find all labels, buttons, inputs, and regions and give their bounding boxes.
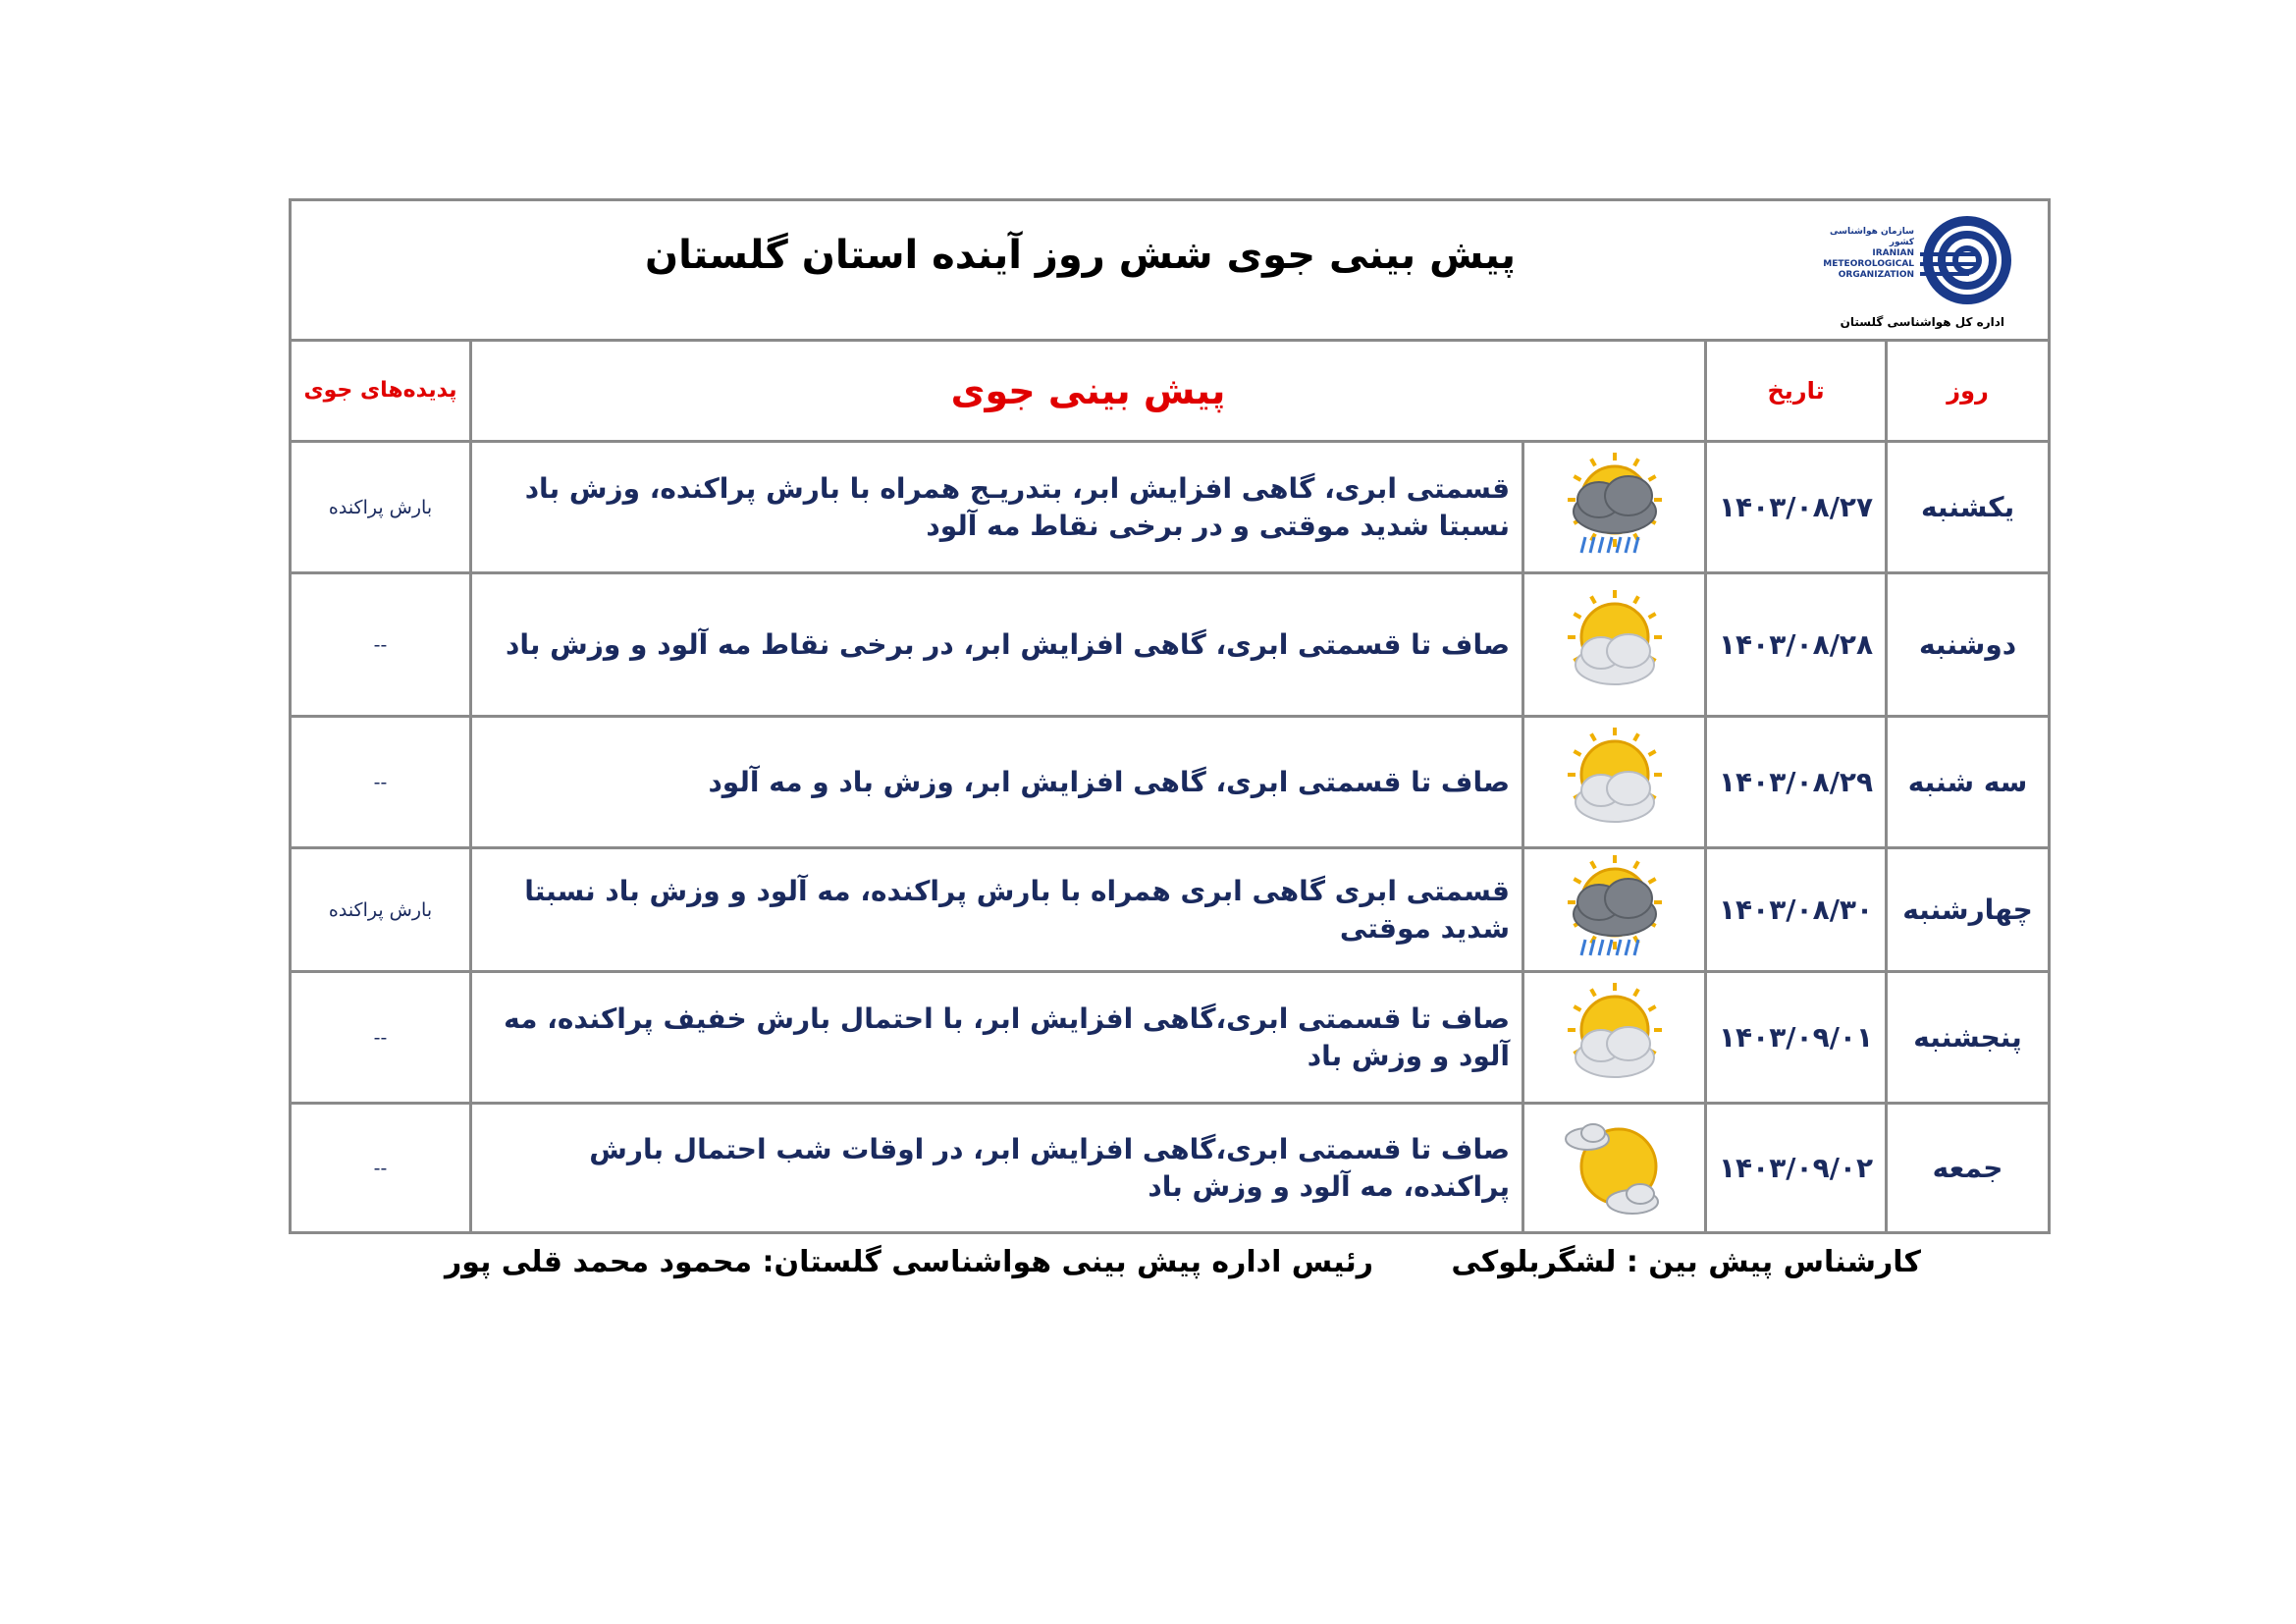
page-title: پیش بینی جوی شش روز آینده استان گلستان <box>645 233 1516 278</box>
forecast-table <box>289 198 2051 1234</box>
weather-icon-cell <box>1523 573 1706 717</box>
phenomena-cell: -- <box>291 573 471 717</box>
column-header-row <box>291 341 2050 442</box>
logo-line-1: سازمان هواشناسی کشور <box>1830 227 1915 247</box>
day-cell: پنجشنبه <box>1887 972 2050 1104</box>
column-header-day: روز <box>1887 341 2050 442</box>
forecast-row <box>291 1104 2050 1233</box>
forecaster-signature: کارشناس پیش بین : لشگربلوکی <box>1451 1245 1921 1279</box>
weather-icon-cell <box>1523 717 1706 848</box>
day-cell: جمعه <box>1887 1104 2050 1233</box>
column-header-date: تاریخ <box>1706 341 1887 442</box>
forecast-row <box>291 848 2050 972</box>
phenomena-cell: -- <box>291 972 471 1104</box>
date-cell: ۱۴۰۳/۰۸/۲۹ <box>1706 717 1887 848</box>
phenomena-cell: بارش پراکنده <box>291 442 471 573</box>
date-cell: ۱۴۰۳/۰۸/۳۰ <box>1706 848 1887 972</box>
date-cell: ۱۴۰۳/۰۸/۲۸ <box>1706 573 1887 717</box>
day-cell: سه شنبه <box>1887 717 2050 848</box>
sun-clouds-icon <box>1554 1111 1676 1225</box>
logo-caption: اداره کل هواشناسی گلستان <box>1840 315 2005 329</box>
forecast-description: صاف تا قسمتی ابری، گاهی افزایش ابر، در برخی نقاط مه آلود و وزش باد <box>471 573 1523 717</box>
footer <box>0 1245 2296 1304</box>
partly-cloudy-icon <box>1554 588 1676 702</box>
forecast-document <box>289 198 2048 1234</box>
logo-line-2: IRANIAN <box>1872 248 1915 258</box>
forecast-description: صاف تا قسمتی ابری،گاهی افزایش ابر، با احتمال بارش خفیف پراکنده، مه آلود و وزش باد <box>471 972 1523 1104</box>
logo-text <box>1816 227 1914 281</box>
column-header-forecast: پیش بینی جوی <box>471 341 1706 442</box>
rain-cloud-icon <box>1554 451 1676 565</box>
phenomena-cell: بارش پراکنده <box>291 848 471 972</box>
forecast-row <box>291 573 2050 717</box>
weather-icon-cell <box>1523 848 1706 972</box>
weather-icon-cell <box>1523 972 1706 1104</box>
forecast-description: قسمتی ابری، گاهی افزایش ابر، بتدریـج همراه با بارش پراکنده، وزش باد نسبتا شدید موقتی و در برخی نقاط مه آلود <box>471 442 1523 573</box>
logo-line-3: METEOROLOGICAL <box>1823 259 1915 269</box>
partly-cloudy-icon <box>1554 726 1676 839</box>
forecast-row <box>291 972 2050 1104</box>
forecast-description: قسمتی ابری گاهی ابری همراه با بارش پراکنده، مه آلود و وزش باد نسبتا شدید موقتی <box>471 848 1523 972</box>
title-cell <box>291 200 2050 341</box>
partly-cloudy-icon <box>1554 981 1676 1095</box>
day-cell: چهارشنبه <box>1887 848 2050 972</box>
forecast-description: صاف تا قسمتی ابری، گاهی افزایش ابر، وزش باد و مه آلود <box>471 717 1523 848</box>
column-header-phenomena: پدیده‌های جوی <box>291 341 471 442</box>
department-head-signature: رئیس اداره پیش بینی هواشناسی گلستان: محمود محمد قلی پور <box>445 1245 1373 1279</box>
phenomena-cell: -- <box>291 717 471 848</box>
date-cell: ۱۴۰۳/۰۸/۲۷ <box>1706 442 1887 573</box>
phenomena-cell: -- <box>291 1104 471 1233</box>
day-cell: دوشنبه <box>1887 573 2050 717</box>
weather-icon-cell <box>1523 1104 1706 1233</box>
rain-cloud-icon <box>1554 853 1676 967</box>
date-cell: ۱۴۰۳/۰۹/۰۱ <box>1706 972 1887 1104</box>
logo-line-4: ORGANIZATION <box>1838 270 1915 280</box>
forecast-description: صاف تا قسمتی ابری،گاهی افزایش ابر، در اوقات شب احتمال بارش پراکنده، مه آلود و وزش باد <box>471 1104 1523 1233</box>
date-cell: ۱۴۰۳/۰۹/۰۲ <box>1706 1104 1887 1233</box>
header-row <box>291 200 2050 341</box>
organization-logo <box>1812 213 2018 329</box>
day-cell: یکشنبه <box>1887 442 2050 573</box>
forecast-row <box>291 717 2050 848</box>
forecast-row <box>291 442 2050 573</box>
weather-icon-cell <box>1523 442 1706 573</box>
